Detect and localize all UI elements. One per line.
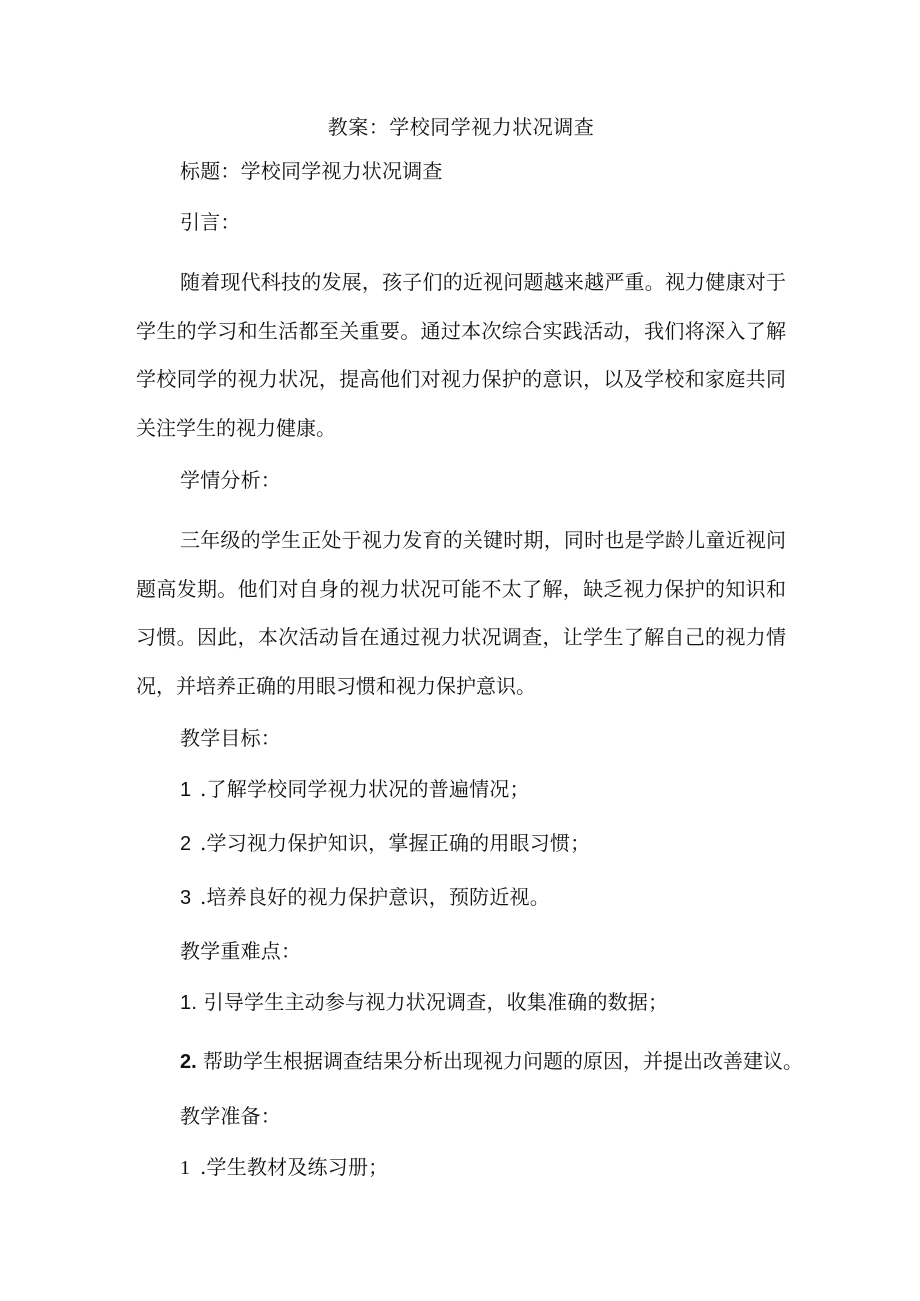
prep-number: 1 bbox=[180, 1157, 191, 1179]
goal-item bbox=[136, 774, 786, 805]
keypoints-heading: 教学重难点： bbox=[180, 939, 302, 963]
goals-heading: 教学目标： bbox=[180, 726, 281, 750]
goal-number: 2 bbox=[180, 833, 192, 855]
goal-text: .了解学校同学视力状况的普遍情况； bbox=[200, 777, 530, 801]
subject-line: 标题：学校同学视力状况调查 bbox=[180, 159, 443, 183]
keypoint-text: 引导学生主动参与视力状况调查，收集准确的数据； bbox=[203, 990, 669, 1014]
goal-number: 1 bbox=[180, 779, 192, 801]
keypoint-text: 帮助学生根据调查结果分析出现视力问题的原因，并提出改善建议。 bbox=[203, 1049, 804, 1073]
goal-text: .学习视力保护知识，掌握正确的用眼习惯； bbox=[200, 831, 591, 855]
document-title: 教案：学校同学视力状况调查 bbox=[327, 115, 595, 139]
goal-item bbox=[136, 828, 786, 859]
prep-heading: 教学准备： bbox=[180, 1104, 281, 1128]
keypoint-item bbox=[180, 1046, 804, 1077]
prep-text: .学生教材及练习册； bbox=[200, 1155, 389, 1179]
goal-number: 3 bbox=[180, 887, 192, 909]
prep-item bbox=[136, 1152, 786, 1183]
intro-heading: 引言： bbox=[180, 210, 241, 234]
intro-paragraph: 随着现代科技的发展，孩子们的近视问题越来越严重。视力健康对于学生的学习和生活都至关重要。通过本次综合实践活动，我们将深入了解学校同学的视力状况，提高他们对视力保护的意识，以及学校和家庭共同关注学生的视力健康。 bbox=[136, 270, 786, 440]
goal-text: .培养良好的视力保护意识，预防近视。 bbox=[200, 885, 550, 909]
keypoint-number: 1. bbox=[180, 992, 198, 1014]
analysis-paragraph: 三年级的学生正处于视力发育的关键时期，同时也是学龄儿童近视问题高发期。他们对自身的视力状况可能不太了解，缺乏视力保护的知识和习惯。因此，本次活动旨在通过视力状况调查，让学生了解自己的视力情况，并培养正确的用眼习惯和视力保护意识。 bbox=[136, 528, 786, 698]
analysis-heading: 学情分析： bbox=[180, 468, 281, 492]
keypoint-item bbox=[136, 987, 786, 1018]
document-body bbox=[136, 112, 804, 1206]
keypoint-number: 2. bbox=[180, 1051, 197, 1073]
goal-item bbox=[136, 882, 786, 913]
